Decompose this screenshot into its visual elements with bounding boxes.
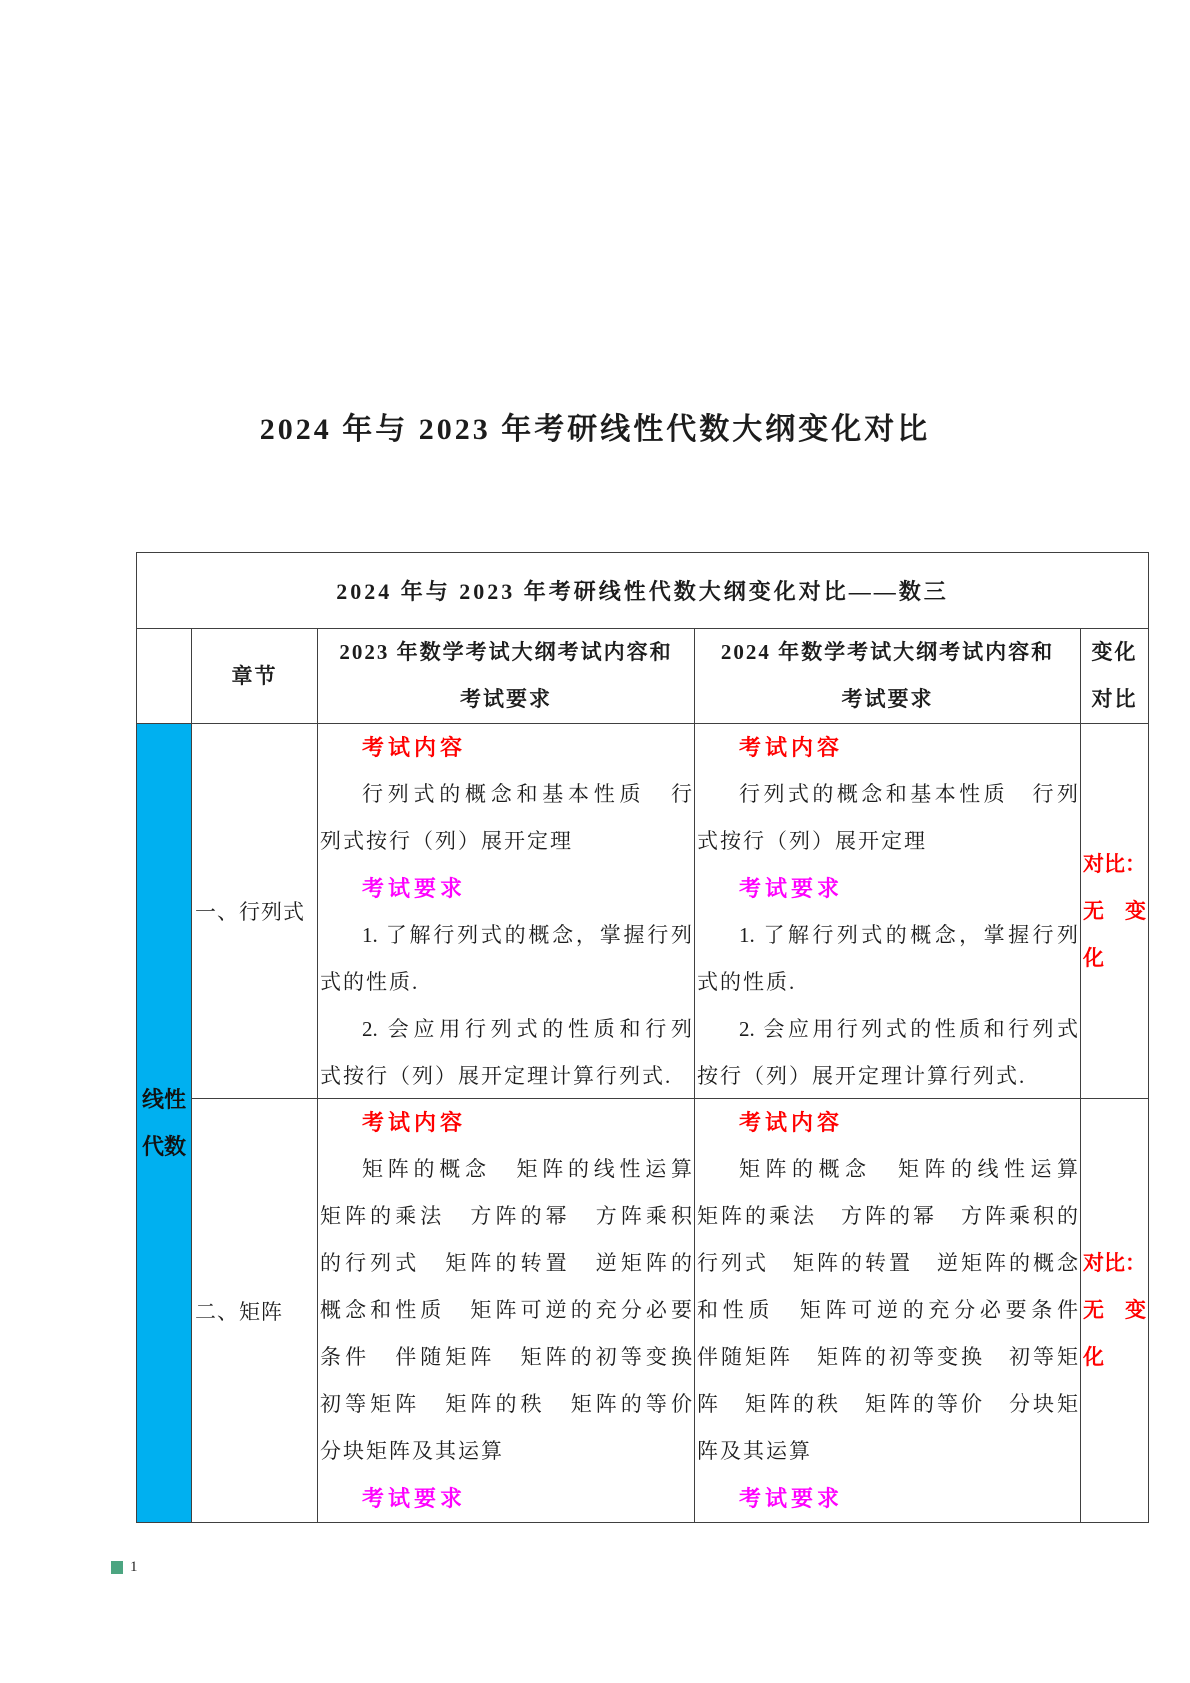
change-cell-determinant (1081, 724, 1148, 1099)
exam-requirement-heading: 考试要求 (362, 876, 467, 901)
chapter-label: 一、行列式 (195, 900, 305, 924)
content-line: 1. 了解行列式的概念，掌握行列 (362, 923, 692, 947)
content-line: 2. 会应用行列式的性质和行列 (362, 1017, 692, 1041)
chapter-cell-determinant (192, 724, 318, 1099)
content-line: 式的性质. (320, 970, 420, 994)
content-line: 阵 矩阵的秩 矩阵的等价 分块矩 (697, 1392, 1078, 1416)
change-line: 化 (1083, 1346, 1104, 1369)
header-2023-line: 考试要求 (460, 687, 552, 711)
change-line: 无 变 (1083, 1299, 1146, 1322)
content-line: 概念和性质 矩阵可逆的充分必要 (320, 1298, 692, 1322)
content-line: 按行（列）展开定理计算行列式. (697, 1064, 1027, 1088)
header-chapter (192, 629, 318, 724)
content-line: 的行列式 矩阵的转置 逆矩阵的 (320, 1251, 692, 1275)
content-line: 行列式的概念和基本性质 行列 (739, 782, 1078, 806)
change-line: 化 (1083, 946, 1104, 970)
comparison-table (136, 552, 1149, 1523)
content-line: 1. 了解行列式的概念，掌握行列 (739, 923, 1078, 947)
content-line: 和性质 矩阵可逆的充分必要条件 (697, 1298, 1078, 1322)
content-2024-matrix (695, 1099, 1081, 1522)
header-change-line: 变化 (1091, 640, 1138, 664)
content-2023-determinant (318, 724, 695, 1099)
content-line: 矩阵的概念 矩阵的线性运算 (739, 1157, 1078, 1181)
content-line: 行列式的概念和基本性质 行 (362, 782, 692, 806)
header-2024 (695, 629, 1081, 724)
content-line: 条件 伴随矩阵 矩阵的初等变换 (320, 1345, 692, 1369)
content-line: 列式按行（列）展开定理 (320, 829, 573, 853)
header-2023-line: 2023 年数学考试大纲考试内容和 (339, 640, 673, 664)
subject-line: 代数 (141, 1134, 186, 1159)
content-2023-matrix (318, 1099, 695, 1522)
content-line: 行列式 矩阵的转置 逆矩阵的概念 (697, 1251, 1078, 1275)
content-line: 初等矩阵 矩阵的秩 矩阵的等价 (320, 1392, 692, 1416)
change-line: 对比： (1083, 1252, 1146, 1275)
subject-line: 线性 (141, 1087, 186, 1112)
header-change (1081, 629, 1148, 724)
header-empty (137, 629, 192, 724)
content-2024-determinant (695, 724, 1081, 1099)
content-line: 伴随矩阵 矩阵的初等变换 初等矩 (697, 1345, 1078, 1369)
exam-content-heading: 考试内容 (362, 735, 467, 760)
content-line: 式按行（列）展开定理计算行列式. (320, 1064, 673, 1088)
subject-cell-linear-algebra (137, 724, 192, 1522)
exam-requirement-heading: 考试要求 (362, 1486, 467, 1511)
header-2023 (318, 629, 695, 724)
page-footer (111, 1560, 138, 1575)
content-line: 矩阵的乘法 方阵的幂 方阵乘积 (320, 1204, 692, 1228)
chapter-label: 二、矩阵 (195, 1299, 283, 1324)
header-2024-line: 2024 年数学考试大纲考试内容和 (720, 640, 1055, 664)
page-number: 1 (130, 1559, 138, 1575)
exam-content-heading: 考试内容 (362, 1110, 467, 1135)
table-title: 2024 年与 2023 年考研线性代数大纲变化对比——数三 (137, 553, 1148, 629)
chapter-cell-matrix (192, 1099, 318, 1522)
change-cell-matrix (1081, 1099, 1148, 1522)
content-line: 2. 会应用行列式的性质和行列式 (739, 1017, 1078, 1041)
exam-content-heading: 考试内容 (739, 1110, 844, 1135)
content-line: 式按行（列）展开定理 (697, 829, 927, 853)
content-line: 矩阵的乘法 方阵的幂 方阵乘积的 (697, 1204, 1078, 1228)
footer-bullet-icon (111, 1561, 123, 1574)
header-2024-line: 考试要求 (841, 687, 934, 711)
exam-content-heading: 考试内容 (739, 735, 844, 760)
page-title: 2024 年与 2023 年考研线性代数大纲变化对比 (259, 413, 931, 446)
change-line: 无 变 (1083, 899, 1146, 923)
change-line: 对比： (1083, 852, 1146, 876)
content-line: 阵及其运算 (697, 1439, 812, 1463)
content-line: 分块矩阵及其运算 (320, 1439, 504, 1463)
header-chapter-label: 章节 (231, 663, 278, 688)
content-line: 矩阵的概念 矩阵的线性运算 (362, 1157, 692, 1181)
content-line: 式的性质. (697, 970, 797, 994)
exam-requirement-heading: 考试要求 (739, 876, 844, 901)
header-change-line: 对比 (1091, 687, 1138, 711)
exam-requirement-heading: 考试要求 (739, 1486, 844, 1511)
